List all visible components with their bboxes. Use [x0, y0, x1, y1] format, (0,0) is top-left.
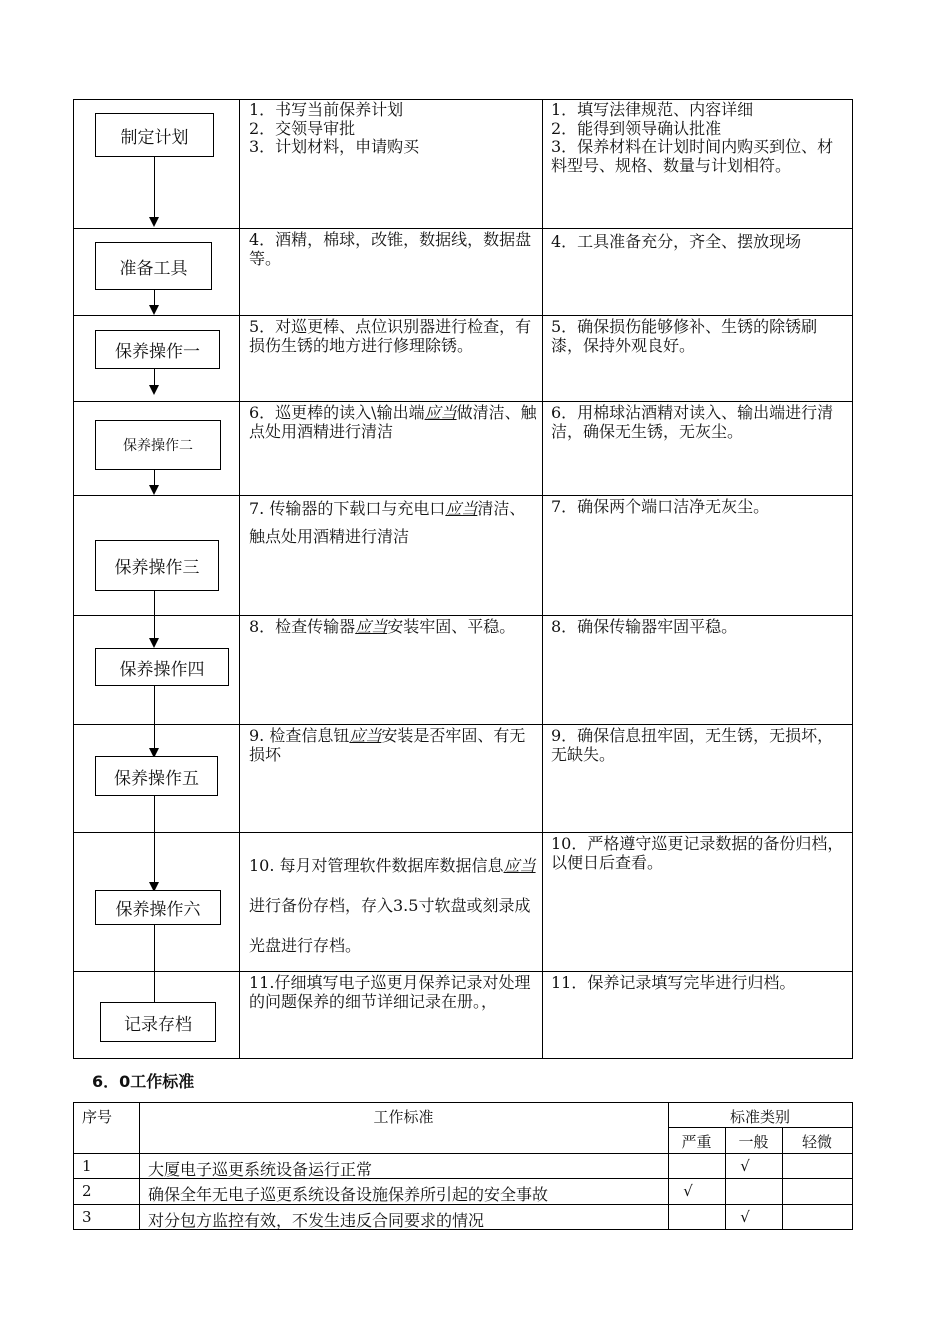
- check-icon: √: [683, 1182, 693, 1200]
- step-description: 8．检查传输器应当安装牢固、平稳。: [249, 617, 516, 636]
- row-text: 确保全年无电子巡更系统设备设施保养所引起的安全事故: [148, 1185, 549, 1204]
- row-divider: [73, 1153, 853, 1154]
- flow-step-box: 保养操作四: [95, 648, 229, 686]
- header-severe: 严重: [681, 1133, 712, 1151]
- flow-connector: [154, 590, 155, 640]
- row-divider: [73, 315, 853, 316]
- arrow-down-icon: [149, 485, 159, 495]
- flow-connector: [154, 924, 155, 1009]
- step-standard: 4．工具准备充分，齐全、摆放现场: [551, 232, 802, 251]
- table-border: [73, 1058, 853, 1059]
- step-standard: 1．填写法律规范、内容详细 2．能得到领导确认批准 3．保养材料在计划时间内购买到位、材料型号、规格、数量与计划相符。: [551, 100, 834, 175]
- table-border: [852, 99, 853, 1059]
- flow-connector: [154, 289, 155, 305]
- table-border: [668, 1127, 853, 1128]
- arrow-down-icon: [149, 638, 159, 648]
- row-text: 大厦电子巡更系统设备运行正常: [148, 1160, 373, 1179]
- flow-step-box: 保养操作五: [95, 756, 218, 796]
- flow-step-box: 保养操作一: [95, 330, 220, 369]
- step-standard: 7．确保两个端口洁净无灰尘。: [551, 497, 770, 516]
- step-standard: 10．严格遵守巡更记录数据的备份归档，以便日后查看。: [551, 834, 844, 872]
- flow-step-box: 准备工具: [95, 242, 212, 290]
- check-icon: √: [740, 1157, 750, 1175]
- header-no: 序号: [82, 1108, 113, 1126]
- flow-step-box: 记录存档: [100, 1002, 216, 1042]
- flow-step-box: 保养操作三: [95, 540, 219, 591]
- table-border: [73, 1102, 853, 1103]
- step-description: 1．书写当前保养计划 2．交领导审批 3．计划材料，申请购买: [249, 100, 420, 156]
- step-description: 6．巡更棒的读入\输出端应当做清洁、触点处用酒精进行清洁: [249, 403, 537, 441]
- flow-step-box: 保养操作二: [95, 420, 221, 470]
- header-normal: 一般: [738, 1133, 769, 1151]
- step-standard: 11．保养记录填写完毕进行归档。: [551, 973, 796, 992]
- section-title: 6．0工作标准: [92, 1072, 195, 1091]
- row-no: 1: [82, 1157, 92, 1175]
- header-standard: 工作标准: [373, 1108, 434, 1126]
- step-standard: 9．确保信息扭牢固，无生锈，无损坏，无缺失。: [551, 726, 834, 764]
- flow-connector: [154, 686, 155, 748]
- header-minor: 轻微: [801, 1133, 832, 1151]
- table-border: [73, 1102, 74, 1230]
- step-description: 7. 传输器的下载口与充电口应当清洁、触点处用酒精进行清洁: [249, 499, 526, 546]
- table-border: [73, 99, 74, 1059]
- step-standard: 6．用棉球沾酒精对读入、输出端进行清洁，确保无生锈，无灰尘。: [551, 403, 834, 441]
- arrow-down-icon: [149, 385, 159, 395]
- row-no: 3: [82, 1208, 92, 1226]
- table-border: [852, 1102, 853, 1230]
- row-divider: [73, 832, 853, 833]
- table-border: [542, 99, 543, 1059]
- flow-connector: [154, 795, 155, 883]
- header-category: 标准类别: [729, 1108, 790, 1126]
- arrow-down-icon: [149, 305, 159, 315]
- flow-step-box: 保养操作六: [95, 890, 221, 925]
- arrow-down-icon: [149, 217, 159, 227]
- step-standard: 8．确保传输器牢固平稳。: [551, 617, 738, 636]
- table-border: [239, 99, 240, 1059]
- row-divider: [73, 724, 853, 725]
- row-divider: [73, 971, 853, 972]
- step-description: 10. 每月对管理软件数据库数据信息应当进行备份存档，存入3.5寸软盘或刻录成光盘进行存档。: [249, 856, 536, 955]
- step-description: 11.仔细填写电子巡更月保养记录对处理的问题保养的细节详细记录在册。，: [249, 973, 531, 1011]
- step-description: 4．酒精，棉球，改锥，数据线，数据盘等。: [249, 230, 532, 268]
- check-icon: √: [740, 1208, 750, 1226]
- row-divider: [73, 615, 853, 616]
- row-divider: [73, 401, 853, 402]
- step-description: 5．对巡更棒、点位识别器进行检查，有损伤生锈的地方进行修理除锈。: [249, 317, 532, 355]
- flow-connector: [154, 368, 155, 385]
- row-no: 2: [82, 1182, 92, 1200]
- flow-step-box: 制定计划: [95, 113, 214, 157]
- row-text: 对分包方监控有效，不发生违反合同要求的情况: [148, 1211, 485, 1230]
- step-description: 9. 检查信息钮应当安装是否牢固、有无损坏: [249, 726, 526, 764]
- step-standard: 5．确保损伤能够修补、生锈的除锈刷漆，保持外观良好。: [551, 317, 818, 355]
